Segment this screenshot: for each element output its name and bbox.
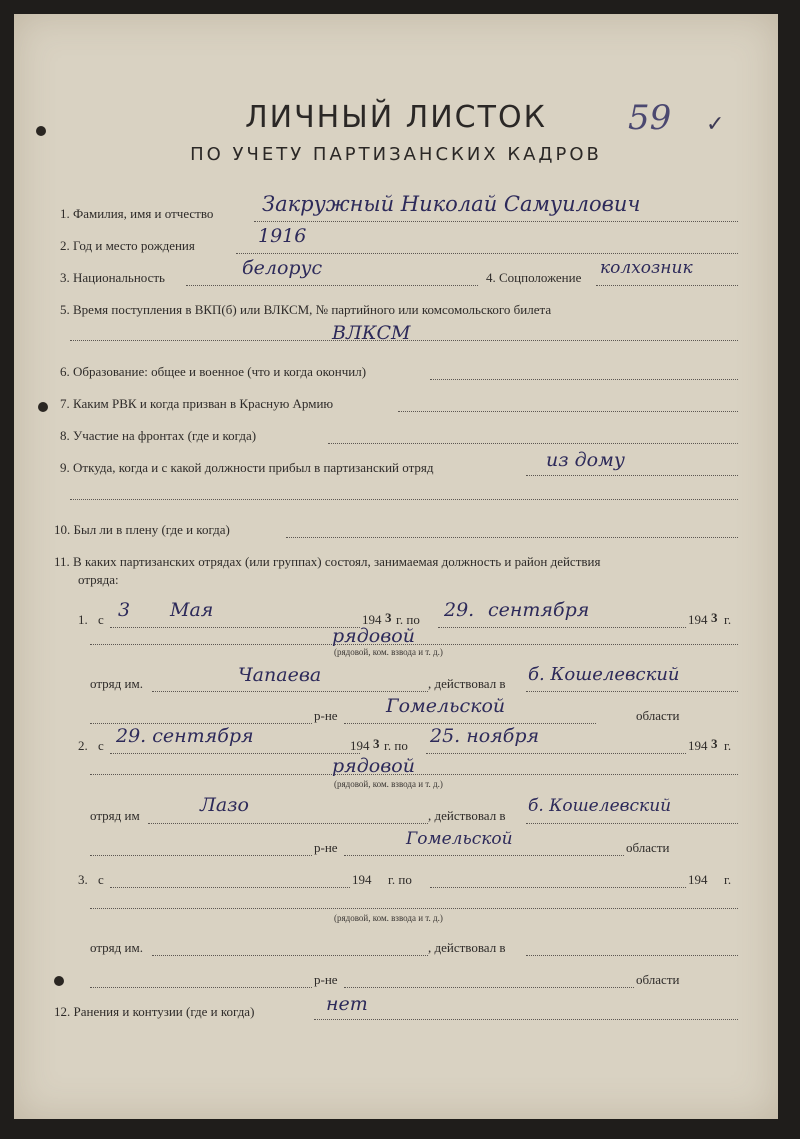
entry-2-region: Гомельской	[406, 829, 513, 849]
field-4-line	[596, 285, 738, 286]
entry-1-end-month: сентября	[488, 599, 590, 621]
entry-3-detachment-label: отряд им.	[90, 940, 143, 955]
entry-1-district-label: р-не	[314, 708, 338, 723]
entry-2-end-month: 25. ноября	[430, 725, 540, 747]
punch-hole	[38, 402, 48, 412]
field-10-label: 10. Был ли в плену (где и когда)	[54, 522, 230, 537]
checkmark-icon: ✓	[706, 112, 725, 137]
entry-2-detachment-label: отряд им	[90, 808, 140, 823]
entry-3-region-label: области	[636, 972, 680, 987]
entry-1-region-line	[344, 723, 596, 724]
entry-1-position-hint: (рядовой, ком. взвода и т. д.)	[334, 647, 443, 657]
field-7-line	[398, 411, 738, 412]
field-3-value: белорус	[242, 257, 323, 279]
entry-3-position-line	[90, 908, 738, 909]
entry-2-end-line	[426, 753, 686, 754]
punch-hole	[54, 976, 64, 986]
form-subtitle: ПО УЧЕТУ ПАРТИЗАНСКИХ КАДРОВ	[190, 144, 602, 165]
entry-3-year-end: г.	[724, 872, 732, 887]
field-1-line	[254, 221, 738, 222]
entry-3-detachment-line	[152, 955, 428, 956]
entry-2-end-year: 3	[711, 736, 718, 751]
entry-1-end-year-prefix: 194	[688, 612, 708, 627]
entry-3-start-line	[110, 887, 350, 888]
entry-3-end-line	[430, 887, 686, 888]
entry-3-start-year-prefix: 194	[352, 872, 372, 887]
entry-1-end-day: 29.	[444, 599, 475, 621]
document-sheet	[14, 14, 778, 1119]
entry-2-region-label: области	[626, 840, 670, 855]
field-12-label: 12. Ранения и контузии (где и когда)	[54, 1004, 255, 1019]
field-2-value: 1916	[258, 225, 307, 247]
entry-3-district-label: р-не	[314, 972, 338, 987]
field-1-value: Закружный Николай Самуилович	[262, 192, 641, 216]
field-7-label: 7. Каким РВК и когда призван в Красную Армию	[60, 396, 334, 411]
archive-mark: 59	[628, 98, 672, 138]
entry-3-operated-label: , действовал в	[428, 940, 506, 955]
entry-2-start-year-prefix: 194	[350, 738, 370, 753]
field-9-label: 9. Откуда, когда и с какой должности прибыл в партизанский отряд	[60, 460, 434, 475]
entry-1-year-end: г.	[724, 612, 732, 627]
entry-2-end-year-prefix: 194	[688, 738, 708, 753]
entry-3-from-label: с	[98, 872, 104, 887]
entry-2-from-label: с	[98, 738, 104, 753]
entry-2-position-hint: (рядовой, ком. взвода и т. д.)	[334, 779, 443, 789]
entry-1-detachment-line	[152, 691, 428, 692]
entry-2-region-line	[344, 855, 624, 856]
entry-3-end-year-prefix: 194	[688, 872, 708, 887]
field-10-line	[286, 537, 738, 538]
entry-2-detachment: Лазо	[200, 794, 249, 816]
field-6-label: 6. Образование: общее и военное (что и когда окончил)	[60, 364, 367, 379]
entry-1-to-label: г. по	[396, 612, 420, 627]
entry-2-location-line	[526, 823, 738, 824]
field-1-label: 1. Фамилия, имя и отчество	[60, 206, 214, 221]
entry-1-end-year: 3	[711, 610, 718, 625]
field-8-label: 8. Участие на фронтах (где и когда)	[60, 428, 257, 443]
entry-2-detachment-line	[148, 823, 428, 824]
entry-1-location-line	[526, 691, 738, 692]
entry-2-location: б. Кошелевский	[528, 796, 672, 816]
field-8-line	[328, 443, 738, 444]
field-9-line-2	[70, 499, 738, 500]
entry-2-to-label: г. по	[384, 738, 408, 753]
field-9-line	[526, 475, 738, 476]
entry-3-district-line	[90, 987, 312, 988]
entry-3-position-hint: (рядовой, ком. взвода и т. д.)	[334, 913, 443, 923]
field-5-value: ВЛКСМ	[332, 322, 411, 344]
entry-3-location-line	[526, 955, 738, 956]
field-5-label: 5. Время поступления в ВКП(б) или ВЛКСМ, № партийного или комсомольского билета	[60, 302, 552, 317]
entry-3-region-line	[344, 987, 634, 988]
entry-1-district-line	[90, 723, 312, 724]
entry-2-start-line	[110, 753, 360, 754]
entry-1-position: рядовой	[332, 625, 415, 647]
form-title: ЛИЧНЫЙ ЛИСТОК	[245, 100, 547, 135]
entry-1-start-line	[110, 627, 360, 628]
field-12-value: нет	[326, 993, 368, 1015]
entry-3-to-label: г. по	[388, 872, 412, 887]
field-3-label: 3. Национальность	[60, 270, 165, 285]
entry-1-start-day: 3	[118, 599, 131, 621]
field-3-line	[186, 285, 478, 286]
field-6-line	[430, 379, 738, 380]
entry-2-number: 2.	[78, 738, 88, 753]
entry-2-start-year: 3	[373, 736, 380, 751]
field-4-value: колхозник	[600, 258, 693, 278]
entry-1-detachment: Чапаева	[238, 664, 322, 686]
entry-1-start-year: 3	[385, 610, 392, 625]
entry-1-end-line	[438, 627, 686, 628]
entry-1-operated-label: , действовал в	[428, 676, 506, 691]
entry-1-start-year-prefix: 194	[362, 612, 382, 627]
field-2-label: 2. Год и место рождения	[60, 238, 195, 253]
entry-1-region: Гомельской	[386, 695, 506, 717]
entry-2-operated-label: , действовал в	[428, 808, 506, 823]
entry-1-from-label: с	[98, 612, 104, 627]
entry-2-district-line	[90, 855, 312, 856]
field-9-value: из дому	[546, 449, 625, 471]
field-4-label: 4. Соцположение	[486, 270, 582, 285]
field-12-line	[314, 1019, 738, 1020]
entry-3-number: 3.	[78, 872, 88, 887]
entry-1-detachment-label: отряд им.	[90, 676, 143, 691]
entry-2-position: рядовой	[332, 755, 415, 777]
entry-2-year-end: г.	[724, 738, 732, 753]
field-2-line	[236, 253, 738, 254]
entry-1-region-label: области	[636, 708, 680, 723]
entry-2-district-label: р-не	[314, 840, 338, 855]
entry-1-number: 1.	[78, 612, 88, 627]
entry-2-start-month: 29. сентября	[116, 725, 254, 747]
field-11-label: 11. В каких партизанских отрядах (или группах) состоял, занимаемая должность и район действия	[54, 554, 601, 569]
entry-1-location: б. Кошелевский	[528, 664, 680, 685]
entry-1-start-month: Мая	[170, 599, 214, 621]
field-11-label-cont: отряда:	[78, 572, 119, 587]
